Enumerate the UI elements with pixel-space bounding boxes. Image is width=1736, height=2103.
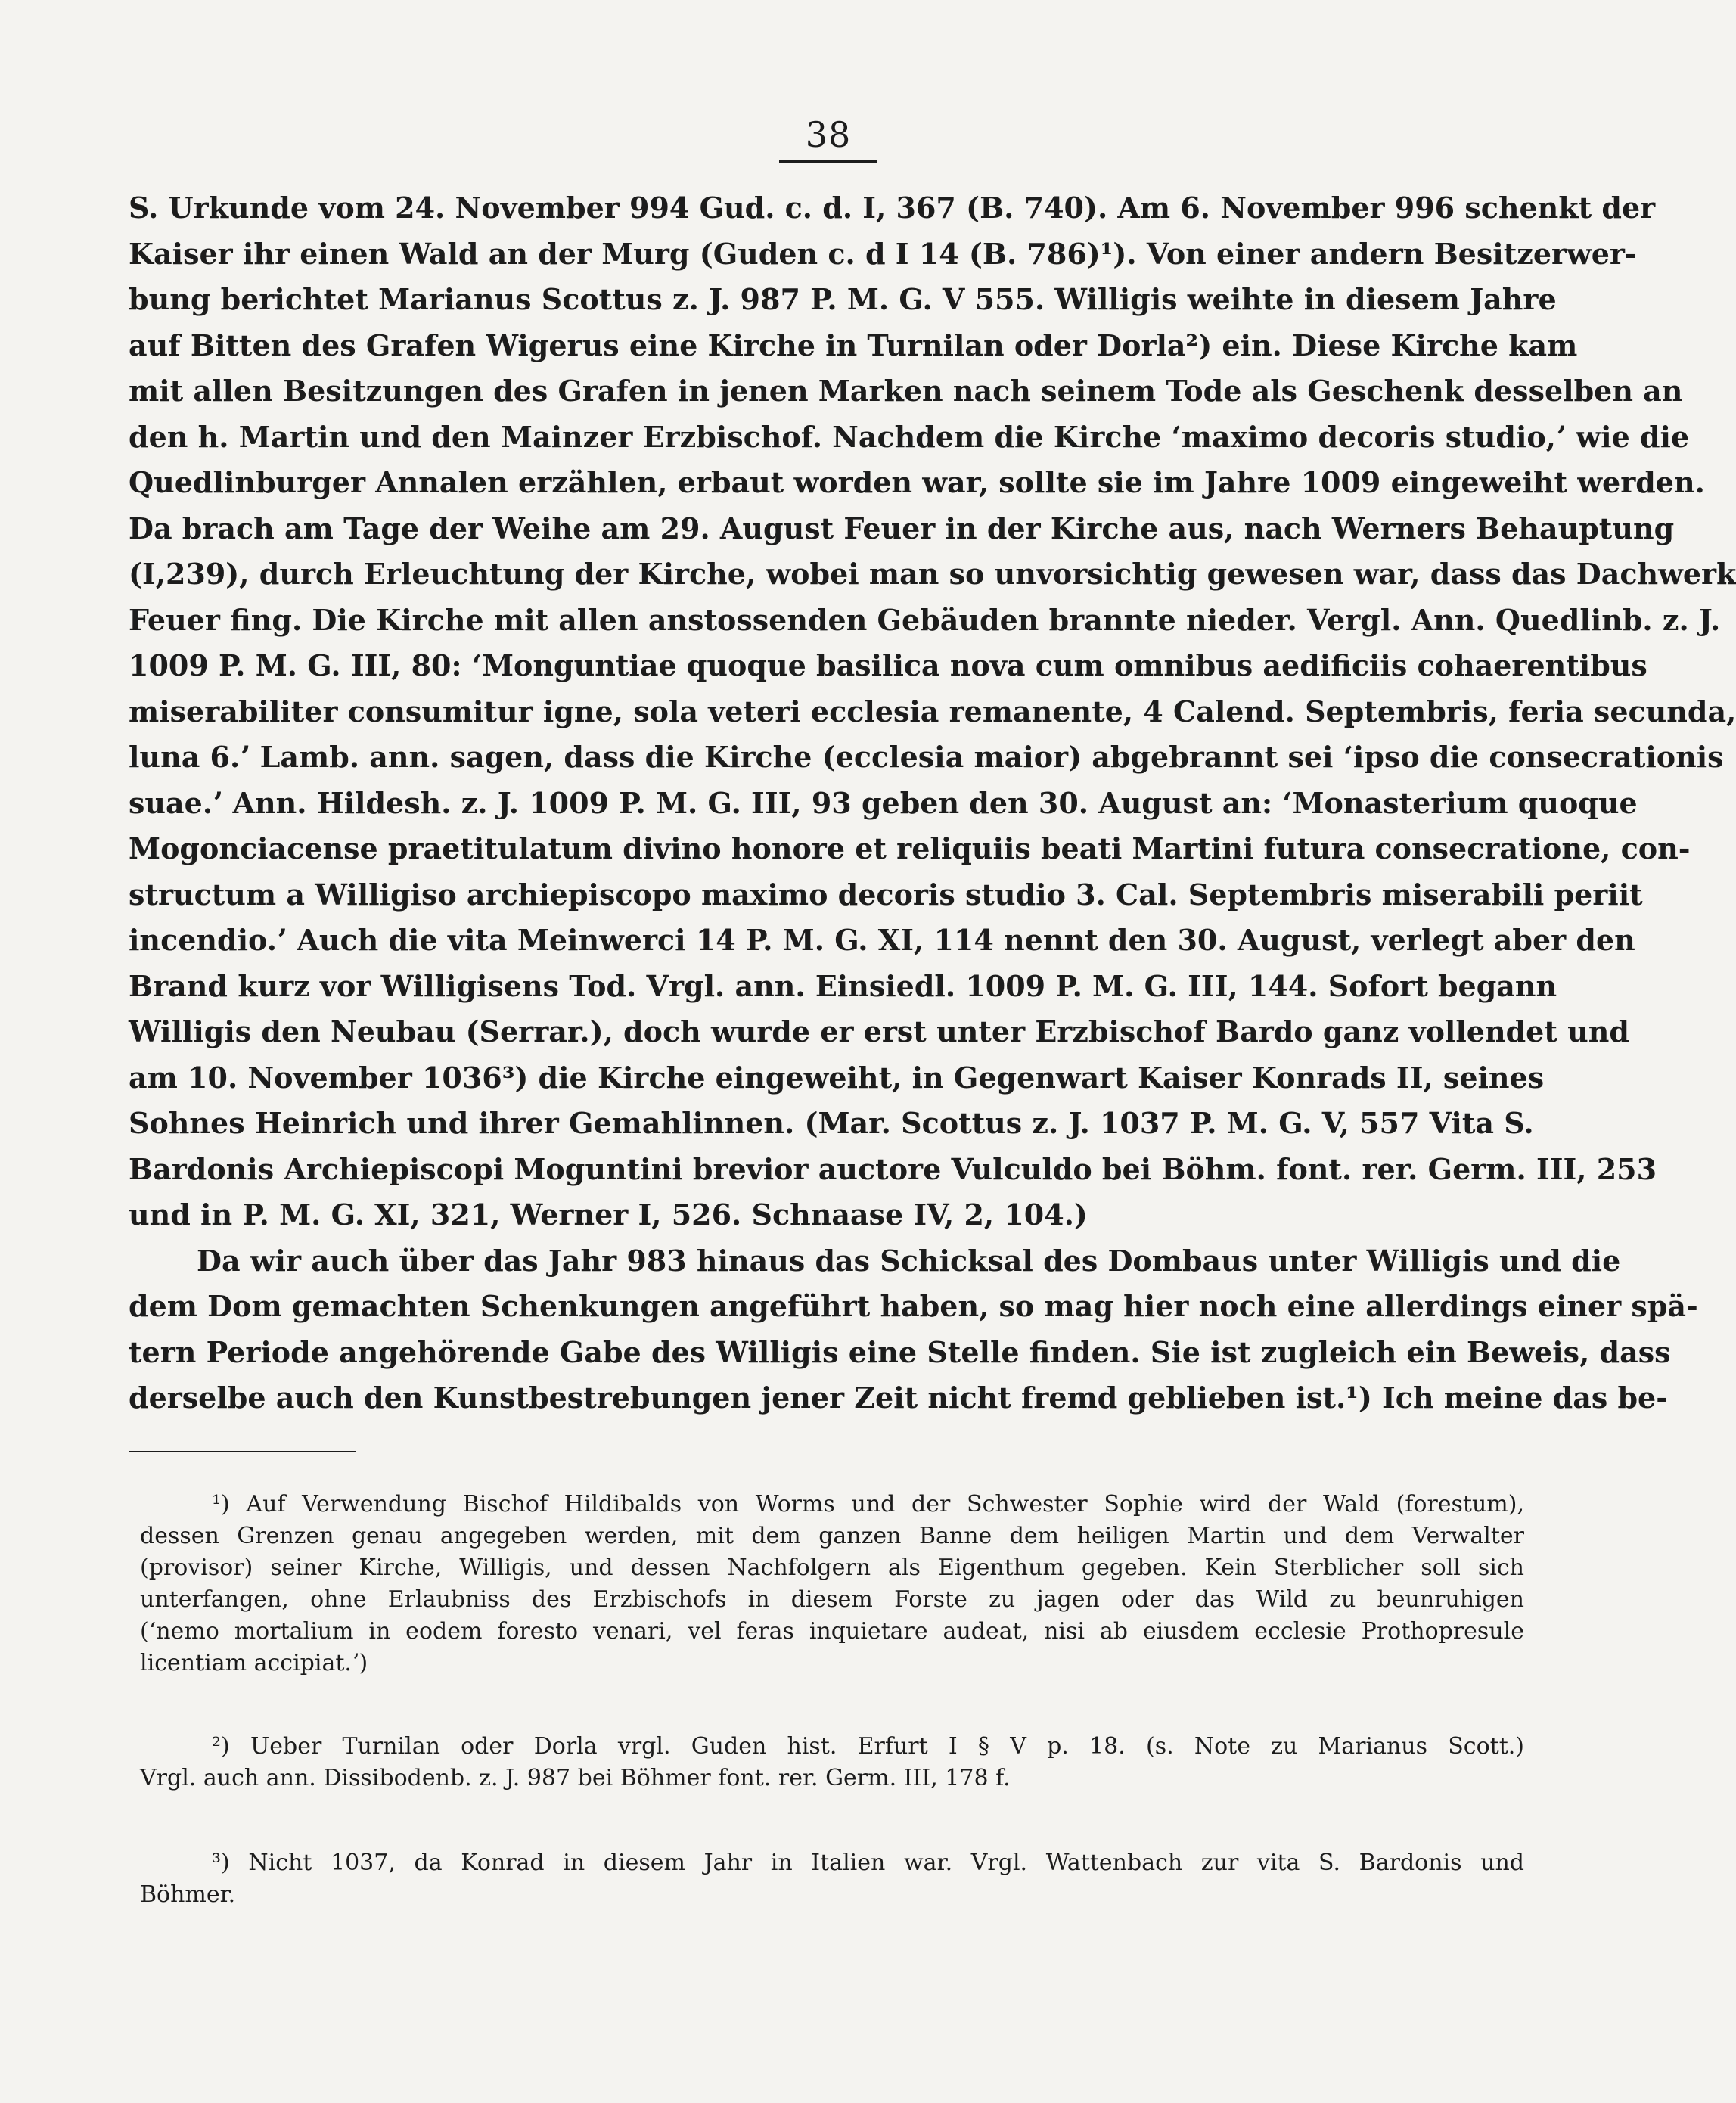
main-text-line: Mogonciacense praetitulatum divino honore et reliquiis beati Martini futura consecratione, con- — [129, 831, 1691, 865]
main-text-line: den h. Martin und den Mainzer Erzbischof. Nachdem die Kirche ʻmaximo decoris studio,ʼ wie die — [129, 419, 1690, 454]
main-text-line: dem Dom gemachten Schenkungen angeführt haben, so mag hier noch eine allerdings einer spä- — [129, 1289, 1698, 1323]
main-text-line: Sohnes Heinrich und ihrer Gemahlinnen. (Mar. Scottus z. J. 1037 P. M. G. V, 557 Vita S. — [129, 1106, 1534, 1140]
footnote-line: Vrgl. auch ann. Dissibodenb. z. J. 987 bei Böhmer font. rer. Germ. III, 178 f. — [140, 1765, 1011, 1791]
footnote-separator — [129, 1451, 356, 1452]
main-text-line: mit allen Besitzungen des Grafen in jenen Marken nach seinem Tode als Geschenk desselben an — [129, 374, 1683, 408]
main-text-line: Quedlinburger Annalen erzählen, erbaut worden war, sollte sie im Jahre 1009 eingeweiht werden. — [129, 465, 1705, 499]
footnote-2 — [140, 1731, 1524, 1794]
page-number-rule — [779, 160, 877, 163]
main-text-line: (I,239), durch Erleuchtung der Kirche, wobei man so unvorsichtig gewesen war, dass das Dachwerk — [129, 557, 1736, 591]
main-text-line: Bardonis Archiepiscopi Moguntini brevior auctore Vulculdo bei Böhm. font. rer. Germ. III, 253 — [129, 1151, 1657, 1186]
main-text-line: suae.ʼ Ann. Hildesh. z. J. 1009 P. M. G. III, 93 geben den 30. August an: ʻMonasterium quoque — [129, 785, 1638, 820]
main-text-line: Kaiser ihr einen Wald an der Murg (Guden c. d I 14 (B. 786)¹). Von einer andern Besitzerwer- — [129, 236, 1637, 271]
page-number: 38 — [805, 114, 852, 155]
main-text-line: S. Urkunde vom 24. November 994 Gud. c. d. I, 367 (B. 740). Am 6. November 996 schenkt der — [129, 191, 1656, 225]
footnote-line: ²) Ueber Turnilan oder Dorla vrgl. Guden hist. Erfurt I § V p. 18. (s. Note zu Marianus Scott.) — [212, 1733, 1524, 1760]
main-text-line: miserabiliter consumitur igne, sola veteri ecclesia remanente, 4 Calend. Septembris, feria secunda, — [129, 694, 1736, 728]
main-text-line: 1009 P. M. G. III, 80: ʻMonguntiae quoque basilica nova cum omnibus aedificiis cohaerentibus — [129, 648, 1647, 682]
footnote-line: unterfangen, ohne Erlaubniss des Erzbischofs in diesem Forste zu jagen oder das Wild zu beunruhigen — [140, 1586, 1524, 1613]
footnote-line: dessen Grenzen genau angegeben werden, mit dem ganzen Banne dem heiligen Martin und dem Verwalter — [140, 1523, 1524, 1549]
main-text-line: incendio.ʼ Auch die vita Meinwerci 14 P. M. G. XI, 114 nennt den 30. August, verlegt aber den — [129, 923, 1635, 957]
footnote-line: ³) Nicht 1037, da Konrad in diesem Jahr in Italien war. Vrgl. Wattenbach zur vita S. Bardonis und — [212, 1850, 1524, 1876]
main-text-line: Brand kurz vor Willigisens Tod. Vrgl. ann. Einsiedl. 1009 P. M. G. III, 144. Sofort begann — [129, 968, 1557, 1003]
footnote-line: (provisor) seiner Kirche, Willigis, und dessen Nachfolgern als Eigenthum gegeben. Kein Sterblicher soll sich — [140, 1555, 1524, 1581]
main-text-line: structum a Willigiso archiepiscopo maximo decoris studio 3. Cal. Septembris miserabili periit — [129, 877, 1643, 912]
footnote-line: ¹) Auf Verwendung Bischof Hildibalds von Worms und der Schwester Sophie wird der Wald (forestum), — [212, 1491, 1524, 1517]
main-text-line: luna 6.ʼ Lamb. ann. sagen, dass die Kirche (ecclesia maior) abgebrannt sei ʻipso die consecrationis — [129, 740, 1724, 774]
footnote-line: Böhmer. — [140, 1881, 236, 1908]
footnote-line: licentiam accipiat.ʼ) — [140, 1650, 368, 1676]
footnote-1 — [140, 1489, 1524, 1679]
footnote-3 — [140, 1847, 1524, 1911]
main-text-line: und in P. M. G. XI, 321, Werner I, 526. Schnaase IV, 2, 104.) — [129, 1197, 1088, 1232]
main-text-line: bung berichtet Marianus Scottus z. J. 987 P. M. G. V 555. Willigis weihte in diesem Jahre — [129, 282, 1557, 316]
main-text-line: Willigis den Neubau (Serrar.), doch wurde er erst unter Erzbischof Bardo ganz vollendet und — [129, 1014, 1629, 1048]
main-text-line: am 10. November 1036³) die Kirche eingeweiht, in Gegenwart Kaiser Konrads II, seines — [129, 1060, 1545, 1095]
main-text-line: Da brach am Tage der Weihe am 29. August Feuer in der Kirche aus, nach Werners Behauptung — [129, 511, 1675, 545]
main-text-line: Feuer fing. Die Kirche mit allen anstossenden Gebäuden brannte nieder. Vergl. Ann. Quedlinb. z. J. — [129, 602, 1721, 637]
main-text — [129, 185, 1736, 1421]
paragraph-start-line: Da wir auch über das Jahr 983 hinaus das Schicksal des Dombaus unter Willigis und die — [197, 1243, 1621, 1278]
footnote-line: (ʻnemo mortalium in eodem foresto venari, vel feras inquietare audeat, nisi ab eiusdem ecclesie Prothopresule — [140, 1618, 1524, 1645]
main-text-line: derselbe auch den Kunstbestrebungen jener Zeit nicht fremd geblieben ist.¹) Ich meine das be- — [129, 1381, 1668, 1415]
main-text-line: tern Periode angehörende Gabe des Willigis eine Stelle finden. Sie ist zugleich ein Beweis, dass — [129, 1334, 1671, 1369]
main-text-line: auf Bitten des Grafen Wigerus eine Kirche in Turnilan oder Dorla²) ein. Diese Kirche kam — [129, 328, 1578, 362]
